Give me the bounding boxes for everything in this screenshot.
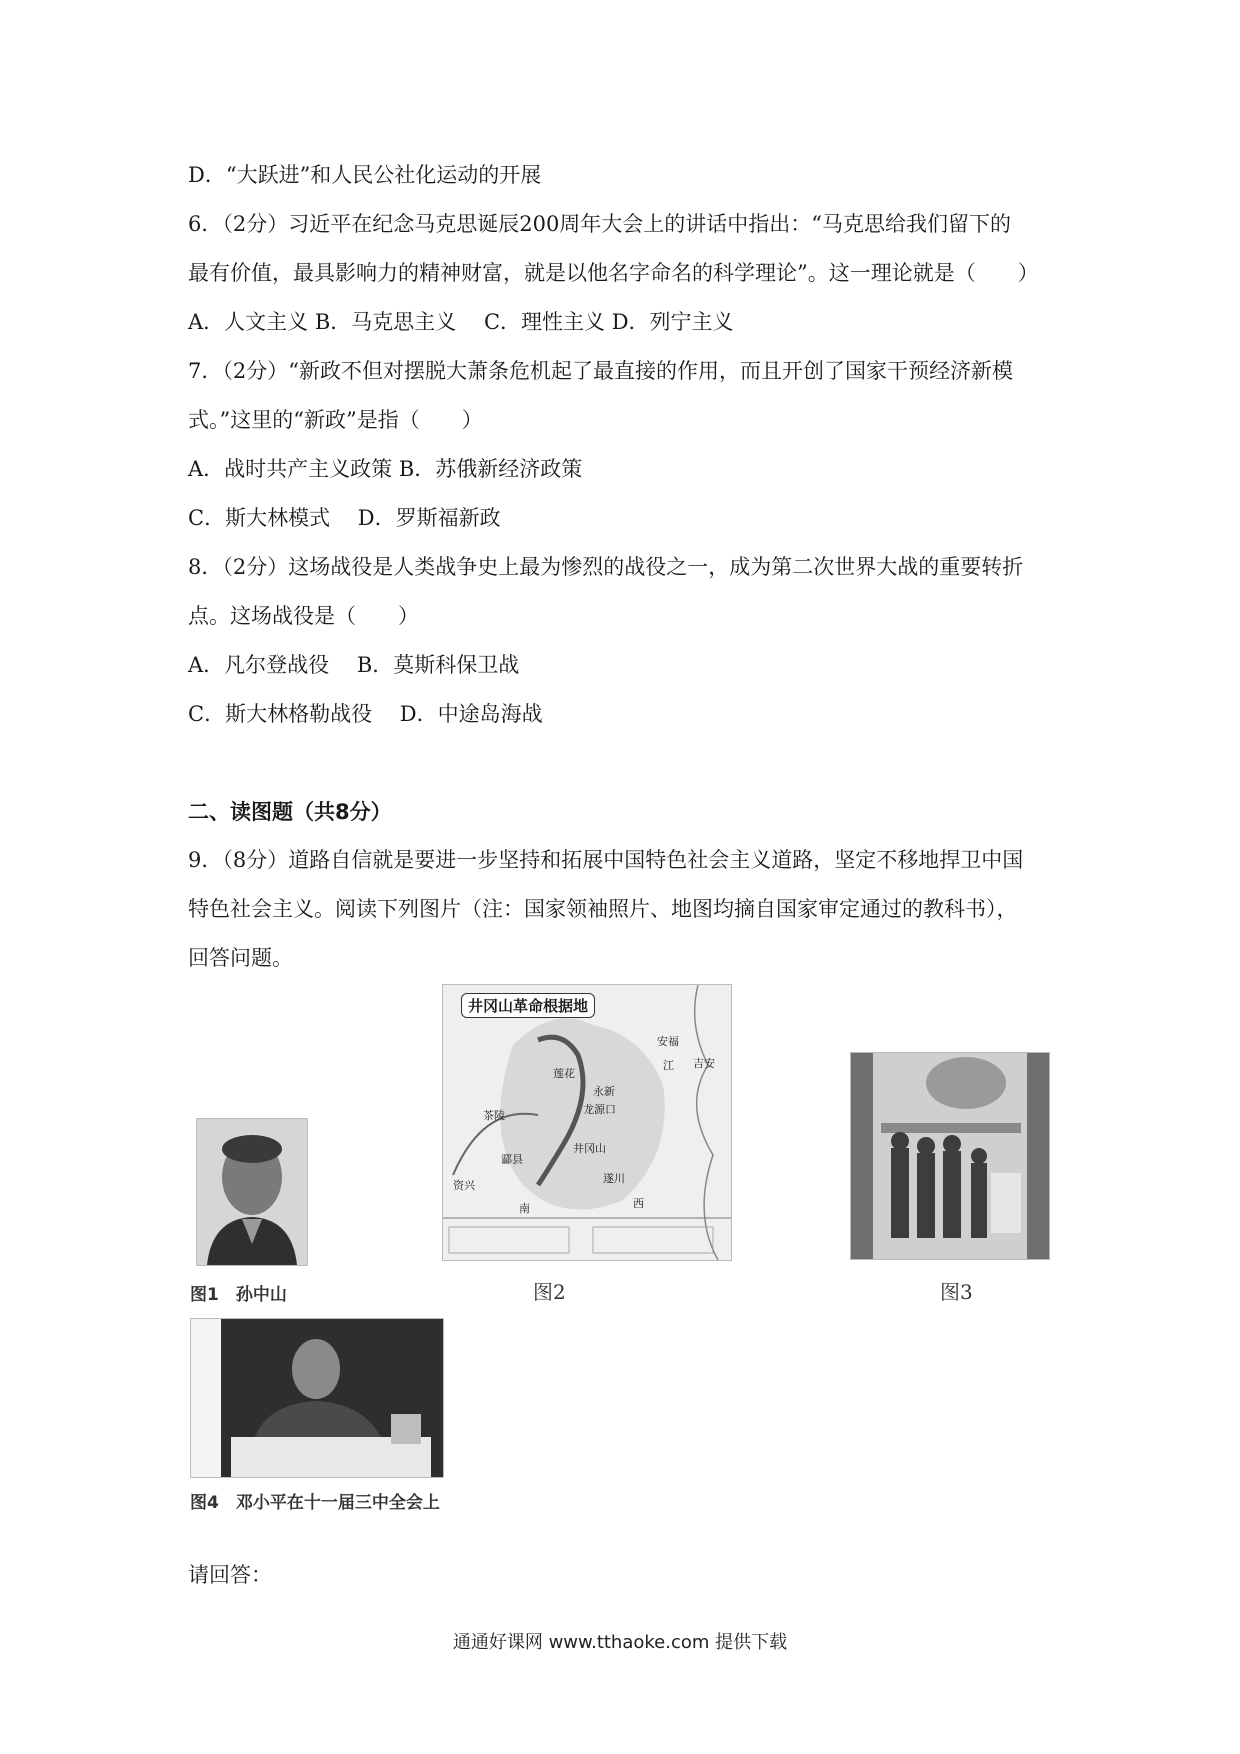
map-label: 江 <box>663 1059 674 1072</box>
page-footer: 通通好课网 www.tthaoke.com 提供下载 <box>452 1632 788 1653</box>
q8-stem-line1: 8．（2分）这场战役是人类战争史上最为惨烈的战役之一，成为第二次世界大战的重要转折 <box>188 555 1024 579</box>
figure-3-ceremony-photo <box>850 1052 1050 1260</box>
map-label: 西 <box>633 1197 644 1210</box>
q8-stem-line2: 点。这场战役是（ ） <box>188 604 419 628</box>
figure-1-portrait-photo <box>196 1118 308 1266</box>
q7-options-cd: C．斯大林模式 D．罗斯福新政 <box>188 506 501 530</box>
ceremony-drawing <box>851 1053 1049 1259</box>
map-label: 茶陵 <box>483 1109 505 1122</box>
q8-options-cd: C．斯大林格勒战役 D．中途岛海战 <box>188 702 543 726</box>
map-label: 资兴 <box>453 1179 475 1192</box>
q9-stem-line2: 特色社会主义。阅读下列图片（注：国家领袖照片、地图均摘自国家审定通过的教科书）， <box>188 897 1018 921</box>
figure-2-map <box>442 984 732 1261</box>
map-label: 永新 <box>593 1085 615 1098</box>
q7-stem-line1: 7．（2分）“新政不但对摆脱大萧条危机起了最直接的作用，而且开创了国家干预经济新模 <box>188 359 1013 383</box>
answer-prompt: 请回答： <box>188 1563 272 1587</box>
q6-options: A．人文主义 B．马克思主义 C．理性主义 D．列宁主义 <box>188 310 734 334</box>
q8-options-ab: A．凡尔登战役 B．莫斯科保卫战 <box>188 653 520 677</box>
figure-4-caption: 图4 邓小平在十一届三中全会上 <box>190 1493 440 1513</box>
q5-option-d: D．“大跃进”和人民公社化运动的开展 <box>188 163 542 187</box>
figure-1-caption: 图1 孙中山 <box>190 1285 287 1305</box>
map-label: 遂川 <box>603 1172 625 1185</box>
section-heading: 二、读图题（共8分） <box>188 800 392 824</box>
q9-stem-line3: 回答问题。 <box>188 946 293 970</box>
map-label: 酃县 <box>501 1153 523 1166</box>
q6-stem-line1: 6．（2分）习近平在纪念马克思诞辰200周年大会上的讲话中指出：“马克思给我们留下的 <box>188 212 1012 236</box>
figure-3-caption: 图3 <box>940 1280 973 1304</box>
figure-2-caption: 图2 <box>533 1280 566 1304</box>
map-label: 吉安 <box>693 1057 715 1070</box>
map-label: 南 <box>519 1202 530 1215</box>
q6-stem-line2: 最有价值，最具影响力的精神财富，就是以他名字命名的科学理论”。这一理论就是（ ） <box>188 261 1039 285</box>
map-label: 龙源口 <box>583 1103 616 1116</box>
q7-stem-line2: 式。”这里的“新政”是指（ ） <box>188 408 483 432</box>
q9-stem-line1: 9．（8分）道路自信就是要进一步坚持和拓展中国特色社会主义道路，坚定不移地捍卫中国 <box>188 848 1024 872</box>
meeting-drawing <box>191 1319 443 1477</box>
map-label: 莲花 <box>553 1067 575 1080</box>
map-label: 安福 <box>657 1035 679 1048</box>
figure-4-meeting-photo <box>190 1318 444 1478</box>
map-label: 井冈山 <box>573 1142 606 1155</box>
map-title: 井冈山革命根据地 <box>461 993 595 1018</box>
q7-options-ab: A．战时共产主义政策 B．苏俄新经济政策 <box>188 457 583 481</box>
portrait-drawing <box>197 1119 307 1265</box>
